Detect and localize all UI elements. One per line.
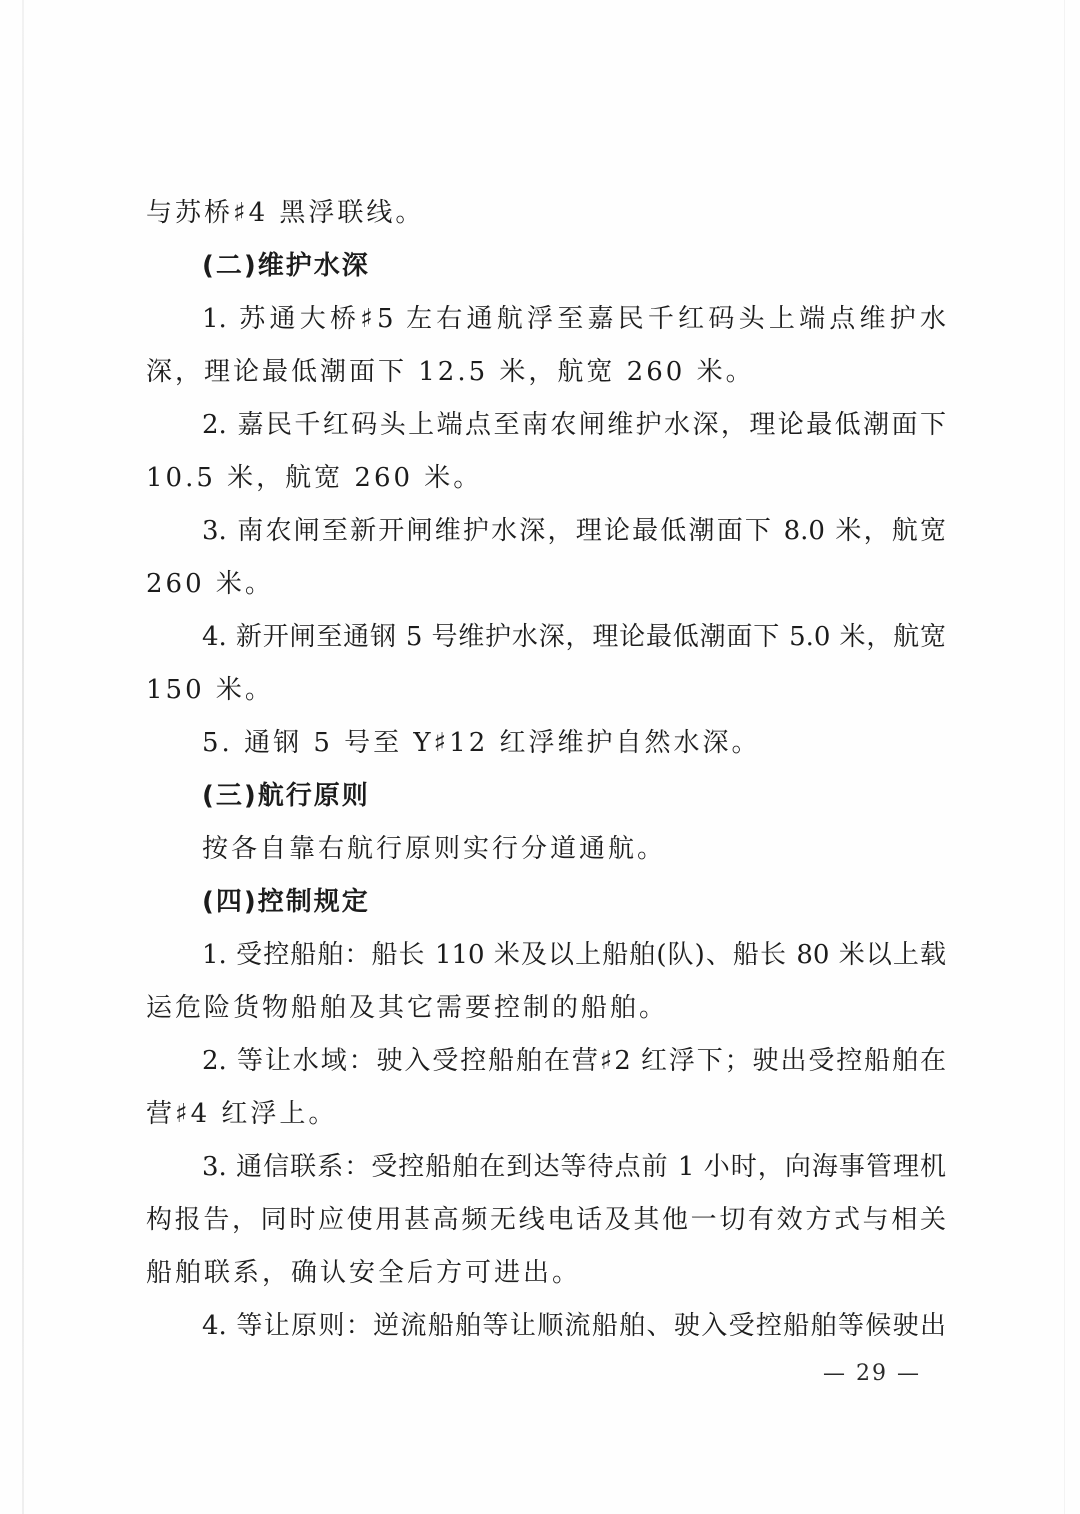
depth-item-1-line-2: 深，理论最低潮面下 12.5 米，航宽 260 米。	[146, 357, 755, 387]
scan-edge-left	[22, 0, 24, 1514]
depth-item-2-line-1: 2. 嘉民千红码头上端点至南农闸维护水深，理论最低潮面下	[202, 410, 946, 440]
navigation-principle-text: 按各自靠右航行原则实行分道通航。	[202, 834, 667, 864]
depth-item-3-line-2: 260 米。	[146, 569, 274, 599]
depth-item-5: 5. 通钢 5 号至 Y♯12 红浮维护自然水深。	[202, 728, 761, 758]
section-heading-navigation-principle: (三)航行原则	[202, 781, 370, 811]
depth-item-2-line-2: 10.5 米，航宽 260 米。	[146, 463, 483, 493]
control-item-4-line-1: 4. 等让原则：逆流船舶等让顺流船舶、驶入受控船舶等候驶出	[202, 1311, 946, 1341]
page-number: — 29 —	[823, 1361, 921, 1386]
control-item-1-line-2: 运危险货物船舶及其它需要控制的船舶。	[146, 993, 669, 1023]
scan-edge-right	[1064, 0, 1065, 1514]
section-heading-control-rules: (四)控制规定	[202, 887, 370, 917]
control-item-3-line-1: 3. 通信联系：受控船舶在到达等待点前 1 小时，向海事管理机	[202, 1152, 946, 1182]
control-item-3-line-3: 船舶联系，确认安全后方可进出。	[146, 1258, 582, 1288]
control-item-2-line-2: 营♯4 红浮上。	[146, 1099, 338, 1129]
depth-item-4-line-1: 4. 新开闸至通钢 5 号维护水深，理论最低潮面下 5.0 米，航宽	[202, 622, 946, 652]
control-item-1-line-1: 1. 受控船舶：船长 110 米及以上船舶(队)、船长 80 米以上载	[202, 940, 946, 970]
body-line-continuation: 与苏桥♯4 黑浮联线。	[146, 198, 425, 228]
depth-item-3-line-1: 3. 南农闸至新开闸维护水深，理论最低潮面下 8.0 米，航宽	[202, 516, 946, 546]
control-item-3-line-2: 构报告，同时应使用甚高频无线电话及其他一切有效方式与相关	[146, 1205, 946, 1235]
depth-item-1-line-1: 1. 苏通大桥♯5 左右通航浮至嘉民千红码头上端点维护水	[202, 304, 946, 334]
section-heading-maintenance-depth: (二)维护水深	[202, 251, 370, 281]
depth-item-4-line-2: 150 米。	[146, 675, 274, 705]
control-item-2-line-1: 2. 等让水域：驶入受控船舶在营♯2 红浮下；驶出受控船舶在	[202, 1046, 946, 1076]
